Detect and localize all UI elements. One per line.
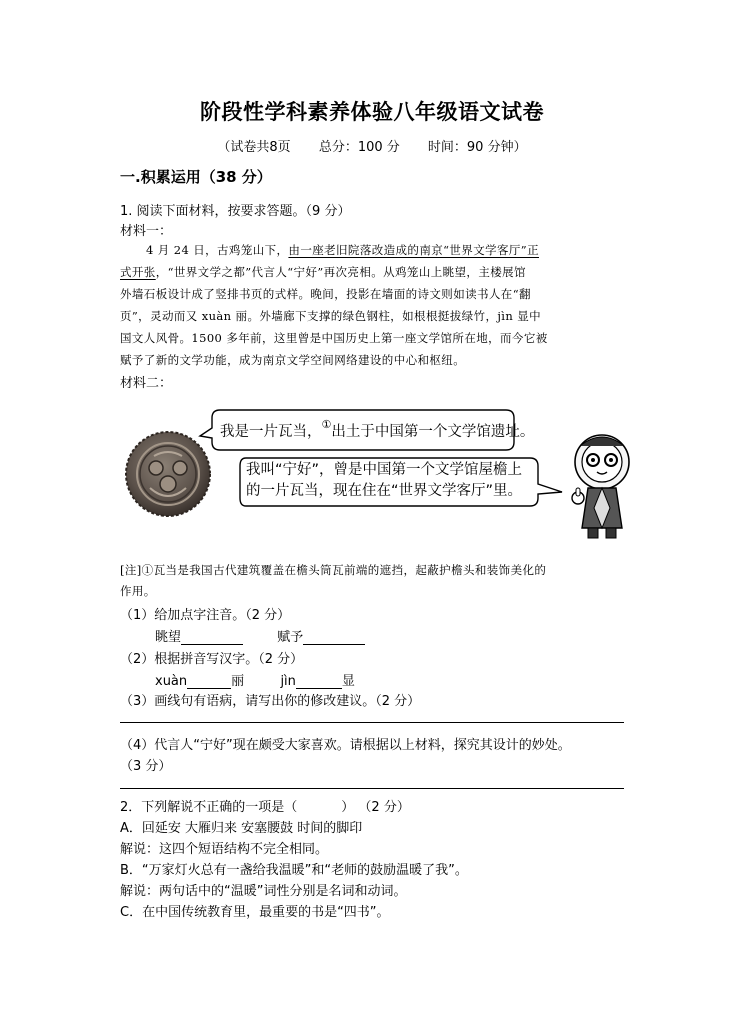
material-1-line: 外墙石板设计成了竖排书页的式样。晚间，投影在墙面的诗文则如读书人在“翻 <box>120 287 531 301</box>
mascot-ninghao <box>566 432 638 542</box>
subquestion-4-line2: （3 分） <box>120 759 172 774</box>
subquestion-2: （2）根据拼音写汉字。（2 分） <box>120 652 304 667</box>
subquestion-1: （1）给加点字注音。（2 分） <box>120 608 291 623</box>
answer-blank[interactable] <box>303 630 365 645</box>
option-a: A．回延安 大雁归来 安塞腰鼓 时间的脚印 <box>120 821 363 836</box>
answer-line[interactable] <box>120 788 624 789</box>
material-1-line: 国文人风骨。1500 多年前，这里曾是中国历史上第一座文学馆所在地，而今它被 <box>120 331 548 345</box>
material-1-line: 4 月 24 日，古鸡笼山下，由一座老旧院落改造成的南京“世界文学客厅”正 <box>146 243 539 257</box>
answer-blank[interactable] <box>181 630 243 645</box>
total-score: 总分：100 分 <box>318 140 400 155</box>
material-1-line: 页”，灵动而又 xuàn 丽。外墙廊下支撑的绿色钢柱，如根根挺拔绿竹，jìn 显中 <box>120 309 542 323</box>
question-1-stem: 1. 阅读下面材料，按要求答题。（9 分） <box>120 204 351 219</box>
footnote-line: 作用。 <box>120 584 156 598</box>
bubble-2-text: 我叫“宁好”，曾是中国第一个文学馆屋檐上 的一片瓦当，现在住在“世界文学客厅”里。 <box>246 462 523 499</box>
underlined-sentence: 式开张 <box>120 265 156 279</box>
word-fuyu: 赋予 <box>277 630 304 645</box>
page-count: （试卷共8页 <box>217 140 291 155</box>
material-2-label: 材料二： <box>120 376 173 391</box>
underlined-sentence: 由一座老旧院落改造成的南京“世界文学客厅”正 <box>288 243 539 257</box>
option-a-explanation: 解说：这四个短语结构不完全相同。 <box>120 842 329 857</box>
answer-blank[interactable] <box>296 674 342 689</box>
subquestion-4-line1: （4）代言人“宁好”现在颇受大家喜欢。请根据以上材料，探究其设计的妙处。 <box>120 738 571 753</box>
subquestion-3: （3）画线句有语病，请写出你的修改建议。（2 分） <box>120 694 421 709</box>
answer-line[interactable] <box>120 722 624 723</box>
option-c: C．在中国传统教育里，最重要的书是“四书”。 <box>120 905 390 920</box>
question-2-stem: 2．下列解说不正确的一项是（ ） （2 分） <box>120 800 410 815</box>
bubble-1-text: 我是一片瓦当，①出土于中国第一个文学馆遗址。 <box>220 418 535 440</box>
hanzi-answer-row: xuàn 丽 jìn 显 <box>155 674 355 689</box>
pinyin-jin: jìn <box>280 674 296 689</box>
footnote-mark: ① <box>321 418 332 431</box>
answer-blank[interactable] <box>187 674 231 689</box>
pinyin-xuan: xuàn <box>155 674 188 689</box>
material-1-line: 式开张，“世界文学之都”代言人“宁好”再次亮相。从鸡笼山上眺望，主楼展馆 <box>120 265 526 279</box>
material-1-line: 赋予了新的文学功能，成为南京文学空间网络建设的中心和枢纽。 <box>120 353 466 367</box>
word-tiaowang: 眺望 <box>155 630 182 645</box>
material-1-label: 材料一： <box>120 224 173 239</box>
option-b: B．“万家灯火总有一盏给我温暖”和“老师的鼓励温暖了我”。 <box>120 863 468 878</box>
exam-info <box>0 136 744 155</box>
section-heading: 一.积累运用（38 分） <box>120 168 272 186</box>
exam-title: 阶段性学科素养体验八年级语文试卷 <box>200 100 544 124</box>
pinyin-answer-row <box>155 626 365 645</box>
time-limit: 时间：90 分钟） <box>427 140 527 155</box>
footnote-line: [注]①瓦当是我国古代建筑覆盖在檐头筒瓦前端的遮挡，起蔽护檐头和装饰美化的 <box>120 563 547 577</box>
option-b-explanation: 解说：两句话中的“温暖”词性分别是名词和动词。 <box>120 884 407 899</box>
